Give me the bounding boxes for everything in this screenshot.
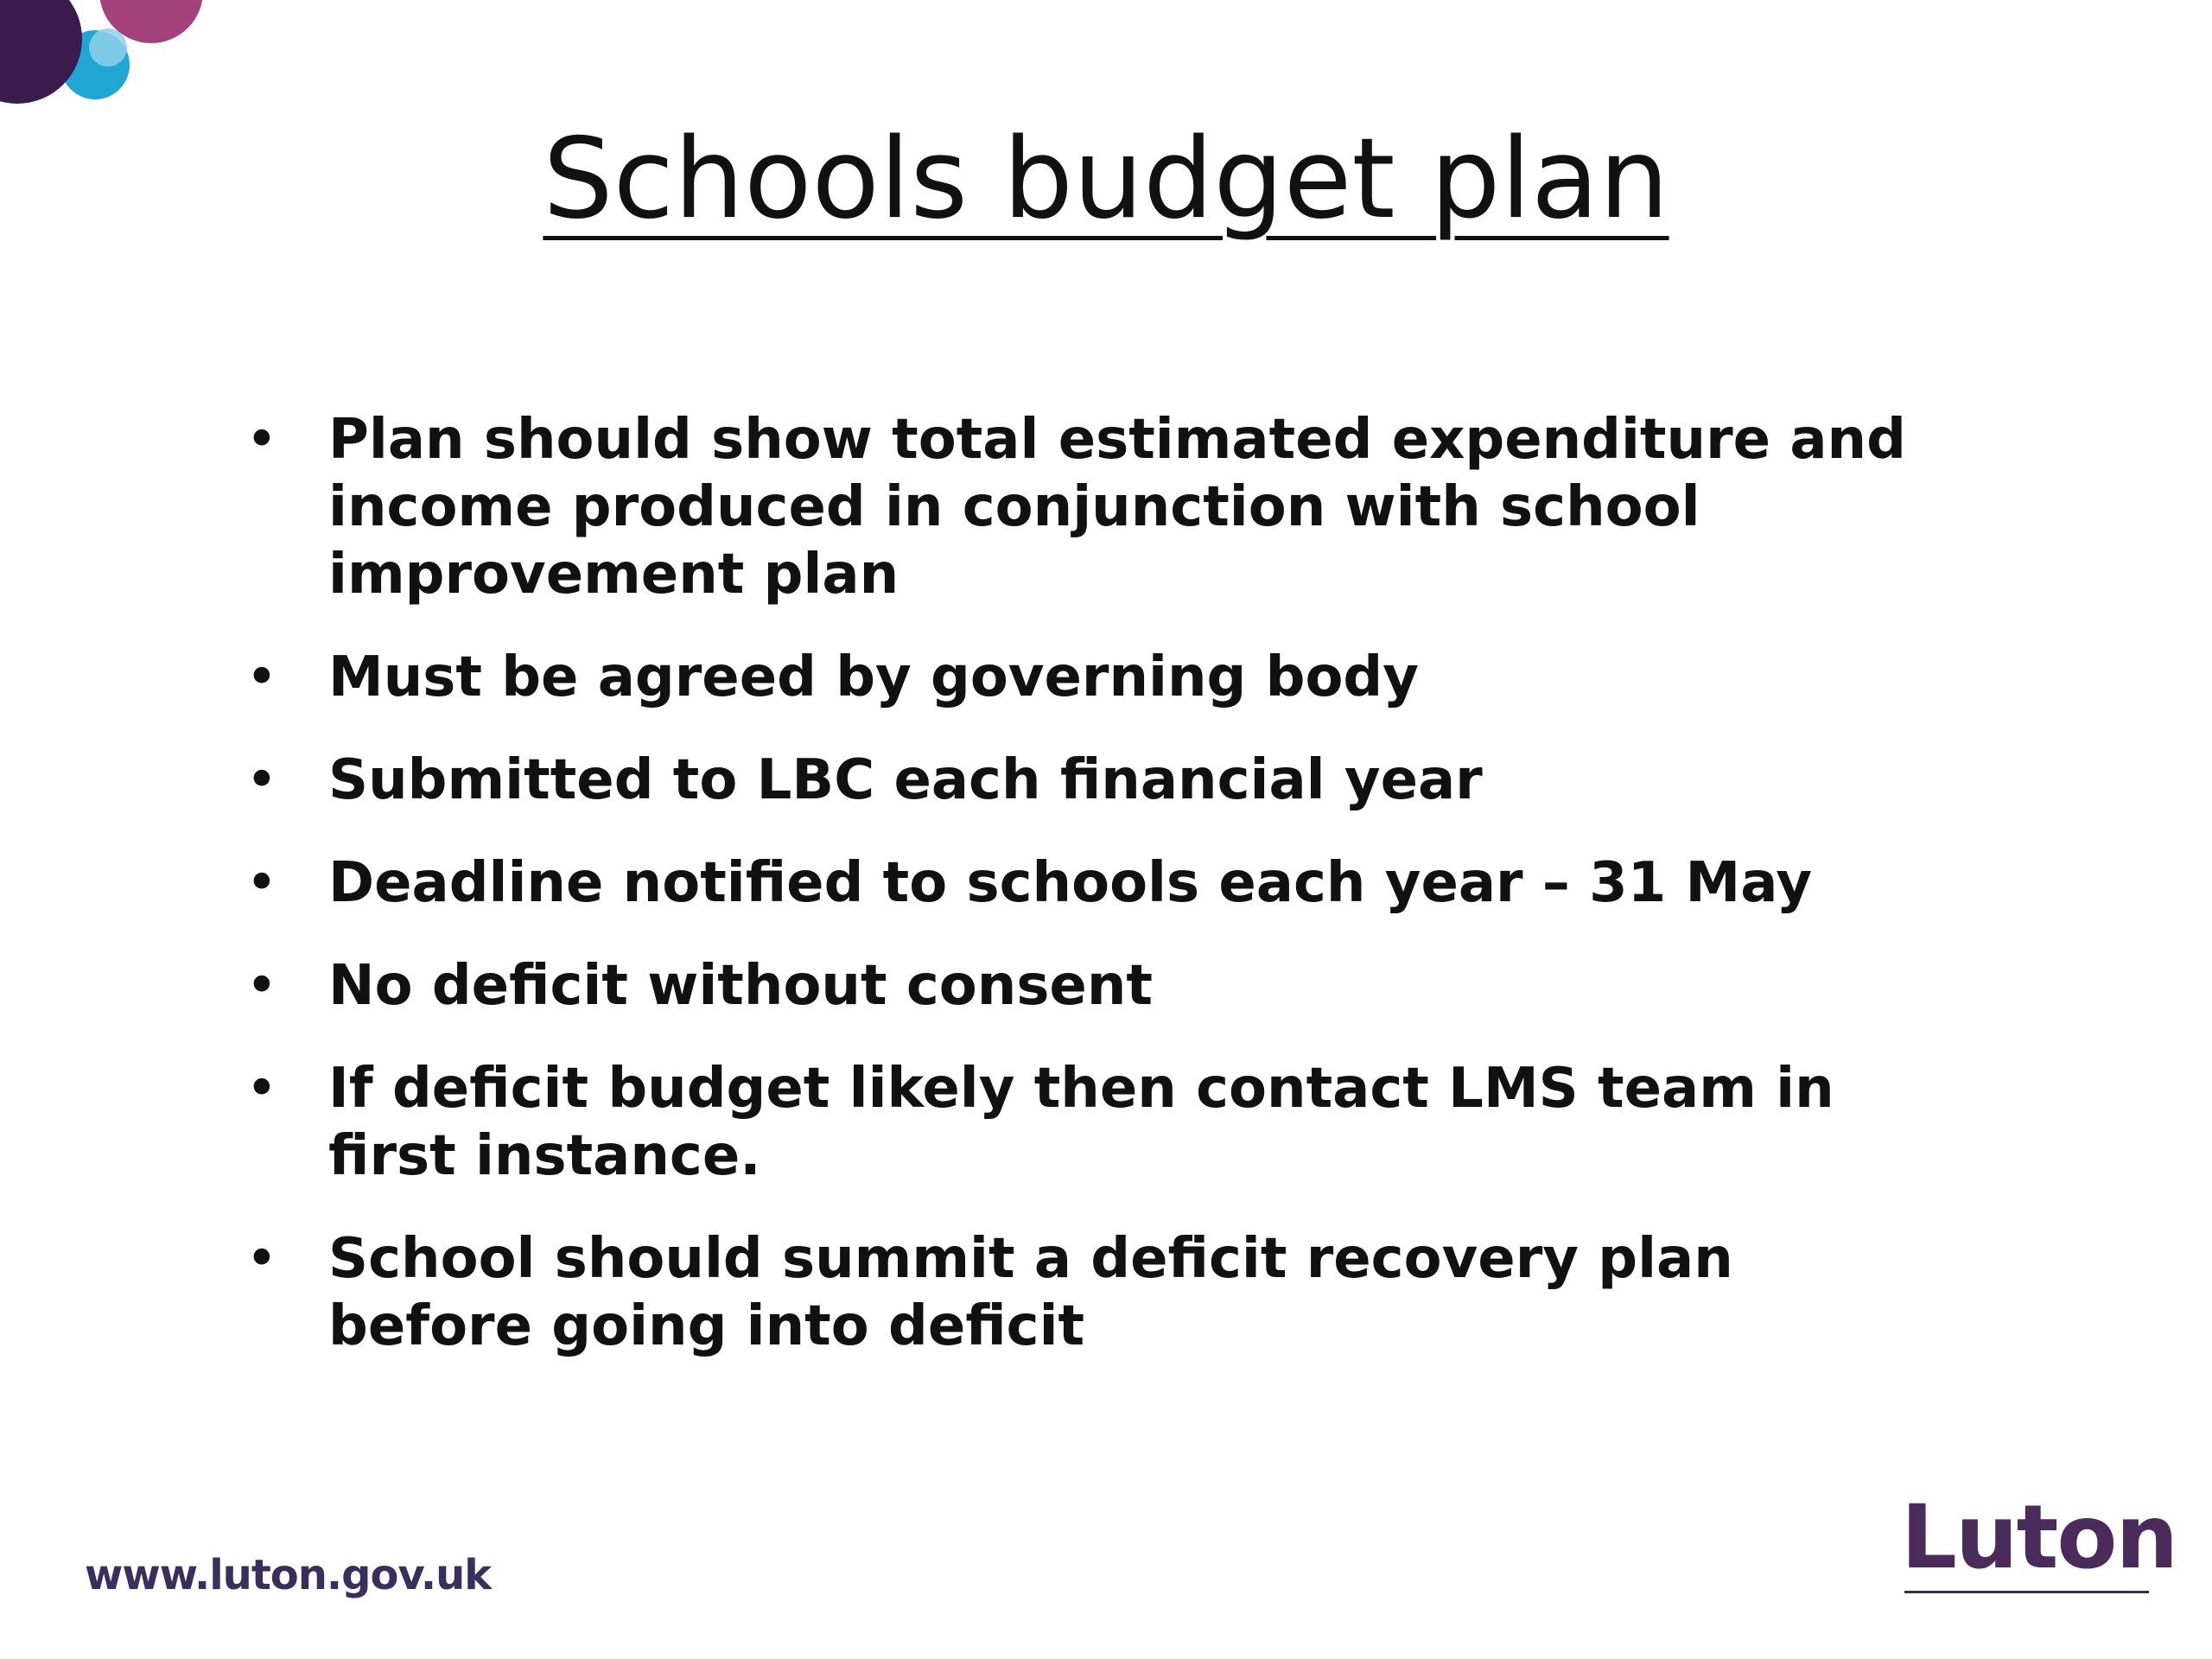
bullet-text: Submitted to LBC each financial year [328, 748, 1483, 812]
bullet-item [238, 952, 1932, 1020]
overlapping-circles-icon [0, 0, 225, 121]
bullet-text: Plan should show total estimated expenditure and income produced in conjunction with school improvement plan [328, 408, 1906, 607]
bullet-item [238, 849, 1932, 917]
bullet-list [238, 406, 1932, 1395]
bullet-text: Deadline notified to schools each year – 31 May [328, 851, 1813, 915]
bullet-marker: • [245, 1227, 278, 1291]
slide-title-text: Schools budget plan [543, 115, 1669, 244]
bullet-marker: • [245, 851, 278, 915]
bullet-marker: • [245, 645, 278, 709]
bullet-marker: • [245, 408, 278, 472]
bullet-item [238, 406, 1932, 608]
bullet-item [238, 644, 1932, 711]
logo-wordmark: Luton [1901, 1486, 2177, 1589]
bullet-text: School should summit a deficit recovery plan before going into deficit [328, 1227, 1733, 1358]
bullet-item [238, 1055, 1932, 1190]
luton-logo [1901, 1486, 2177, 1599]
bullet-marker: • [245, 1057, 278, 1121]
bullet-text: If deficit budget likely then contact LMS team in first instance. [328, 1057, 1834, 1188]
bullet-item [238, 1225, 1932, 1360]
bullet-item [238, 747, 1932, 814]
bullet-text: Must be agreed by governing body [328, 645, 1419, 709]
slide-title [0, 111, 2212, 249]
bullet-text: No deficit without consent [328, 954, 1153, 1018]
bullet-marker: • [245, 748, 278, 812]
bullet-marker: • [245, 954, 278, 1018]
footer-website-link[interactable]: www.luton.gov.uk [85, 1551, 492, 1599]
logo-underline [1904, 1591, 2149, 1593]
